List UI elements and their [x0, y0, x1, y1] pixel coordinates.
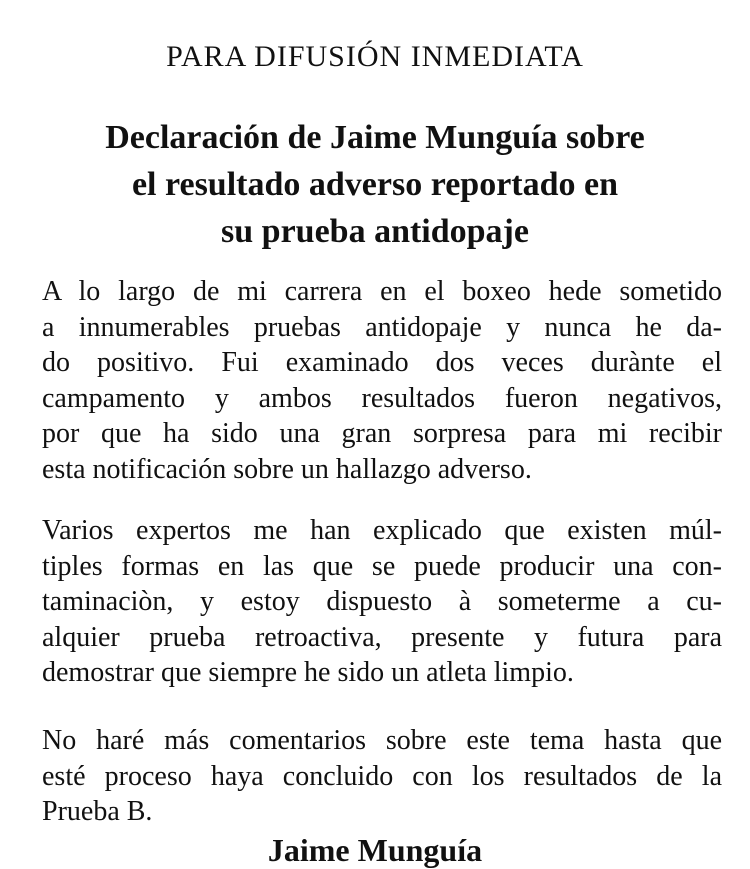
paragraph-line: do positivo. Fui examinado dos veces durànte el: [42, 347, 722, 378]
paragraph-line: campamento y ambos resultados fueron negativos,: [42, 382, 722, 414]
headline-line: el resultado adverso reportado en: [131, 166, 619, 203]
paragraph-line: demostrar que siempre he sido un atleta limpio.: [42, 657, 574, 688]
statement-headline: [20, 114, 730, 255]
paragraph-line: Prueba B.: [42, 796, 153, 827]
paragraph-experts: [42, 513, 722, 691]
headline-line: su prueba antidopaje: [221, 213, 529, 250]
paragraph-career: [42, 274, 722, 487]
paragraph-line: tiples formas en las que se puede producir una con-: [42, 550, 722, 582]
paragraph-closing: [42, 723, 722, 830]
paragraph-line: esta notificación sobre un hallazgo adverso.: [42, 453, 532, 485]
paragraph-line: a innumerables pruebas antidopaje y nunca he da-: [42, 311, 722, 343]
paragraph-line: taminaciòn, y estoy dispuesto à sometermе a cu-: [42, 586, 722, 617]
paragraph-line: por que ha sido una gran sorpresa para mi recibir: [42, 418, 722, 449]
release-kicker: PARA DIFUSIÓN INMEDIATA: [166, 40, 584, 73]
signature: Jaime Munguía: [267, 832, 483, 868]
headline-line: Declaración de Jaime Munguía sobre: [105, 119, 645, 156]
paragraph-line: Varios expertos me han explicado que existen múl-: [42, 515, 722, 546]
paragraph-line: esté proceso haya concluido con los resultados de la: [42, 760, 722, 792]
paragraph-line: No haré más comentarios sobre este tema hasta que: [42, 725, 722, 756]
paragraph-line: A lo largo de mi carrera en el boxeo hede sometido: [42, 276, 722, 307]
paragraph-line: alquier prueba retroactiva, presente y futura para: [42, 621, 722, 653]
